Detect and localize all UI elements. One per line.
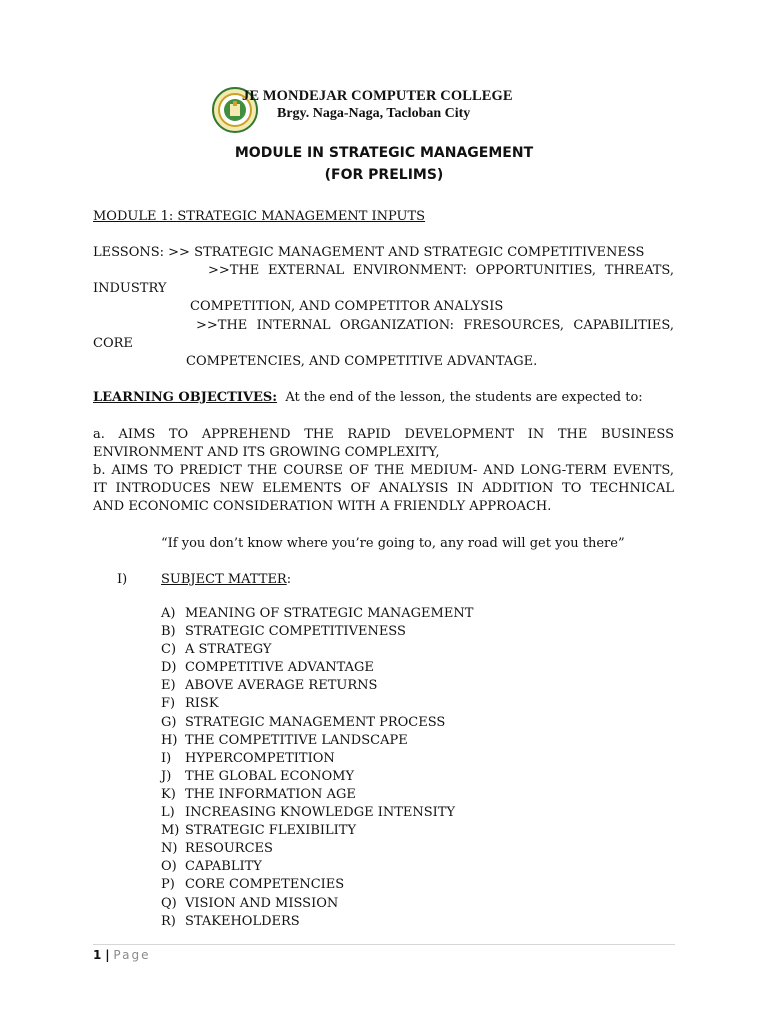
list-item: K) THE INFORMATION AGE bbox=[161, 786, 356, 802]
lesson-line-3: INDUSTRY bbox=[93, 281, 167, 296]
quote: “If you don’t know where you’re going to, any road will get you there” bbox=[161, 536, 625, 551]
list-item: F) RISK bbox=[161, 696, 219, 712]
lesson-line-4: COMPETITION, AND COMPETITOR ANALYSIS bbox=[190, 299, 504, 314]
lesson-line-2: >>THE EXTERNAL ENVIRONMENT: OPPORTUNITIES, THREATS, bbox=[208, 263, 674, 278]
subject-colon: : bbox=[286, 572, 292, 587]
list-item: Q) VISION AND MISSION bbox=[161, 895, 339, 911]
list-item: H) THE COMPETITIVE LANDSCAPE bbox=[161, 732, 408, 748]
objectives-label: LEARNING OBJECTIVES: bbox=[93, 390, 278, 405]
list-item: E) ABOVE AVERAGE RETURNS bbox=[161, 678, 378, 694]
college-address: Brgy. Naga-Naga, Tacloban City bbox=[277, 106, 471, 121]
lesson-line-5: >>THE INTERNAL ORGANIZATION: FRESOURCES, CAPABILITIES, bbox=[196, 318, 674, 333]
footer-divider bbox=[93, 944, 675, 945]
list-item: J) THE GLOBAL ECONOMY bbox=[161, 768, 355, 784]
subject-list bbox=[161, 605, 473, 931]
list-item: N) RESOURCES bbox=[161, 841, 273, 857]
subject-heading: SUBJECT MATTER bbox=[161, 572, 287, 587]
page-number: 1 bbox=[93, 948, 102, 962]
list-item: P) CORE COMPETENCIES bbox=[161, 877, 345, 893]
objectives-line bbox=[93, 389, 643, 407]
college-name: JE MONDEJAR COMPUTER COLLEGE bbox=[242, 88, 513, 104]
objective-b-line-3: AND ECONOMIC CONSIDERATION WITH A FRIENDLY APPROACH. bbox=[93, 499, 552, 514]
footer-separator: | bbox=[105, 948, 110, 962]
list-item: R) STAKEHOLDERS bbox=[161, 913, 300, 929]
objective-a-line-1: a. AIMS TO APPREHEND THE RAPID DEVELOPMENT IN THE BUSINESS bbox=[93, 427, 674, 442]
page-label: Page bbox=[113, 948, 151, 962]
lesson-line-7: COMPETENCIES, AND COMPETITIVE ADVANTAGE. bbox=[186, 354, 538, 369]
objective-b-line-1: b. AIMS TO PREDICT THE COURSE OF THE MEDIUM- AND LONG-TERM EVENTS, bbox=[93, 463, 674, 478]
module-heading: MODULE 1: STRATEGIC MANAGEMENT INPUTS bbox=[93, 209, 426, 224]
objective-b-line-2: IT INTRODUCES NEW ELEMENTS OF ANALYSIS IN ADDITION TO TECHNICAL bbox=[93, 481, 674, 496]
page-footer bbox=[93, 948, 150, 962]
objectives-intro: At the end of the lesson, the students are expected to: bbox=[285, 390, 643, 405]
lesson-line-1: LESSONS: >> STRATEGIC MANAGEMENT AND STRATEGIC COMPETITIVENESS bbox=[93, 245, 645, 260]
module-subtitle: (FOR PRELIMS) bbox=[324, 167, 444, 183]
objective-a-line-2: ENVIRONMENT AND ITS GROWING COMPLEXITY, bbox=[93, 445, 440, 460]
list-item: C) A STRATEGY bbox=[161, 642, 272, 658]
module-title: MODULE IN STRATEGIC MANAGEMENT bbox=[234, 145, 534, 161]
list-item: B) STRATEGIC COMPETITIVENESS bbox=[161, 624, 406, 640]
subject-heading-line bbox=[161, 571, 291, 589]
list-item: D) COMPETITIVE ADVANTAGE bbox=[161, 660, 374, 676]
subject-numeral: I) bbox=[117, 572, 128, 587]
list-item: G) STRATEGIC MANAGEMENT PROCESS bbox=[161, 714, 446, 730]
list-item: M) STRATEGIC FLEXIBILITY bbox=[161, 823, 357, 839]
list-item: O) CAPABLITY bbox=[161, 859, 262, 875]
lesson-line-6: CORE bbox=[93, 336, 133, 351]
list-item: L) INCREASING KNOWLEDGE INTENSITY bbox=[161, 805, 456, 821]
list-item: I) HYPERCOMPETITION bbox=[161, 750, 335, 766]
list-item: A) MEANING OF STRATEGIC MANAGEMENT bbox=[161, 606, 474, 621]
